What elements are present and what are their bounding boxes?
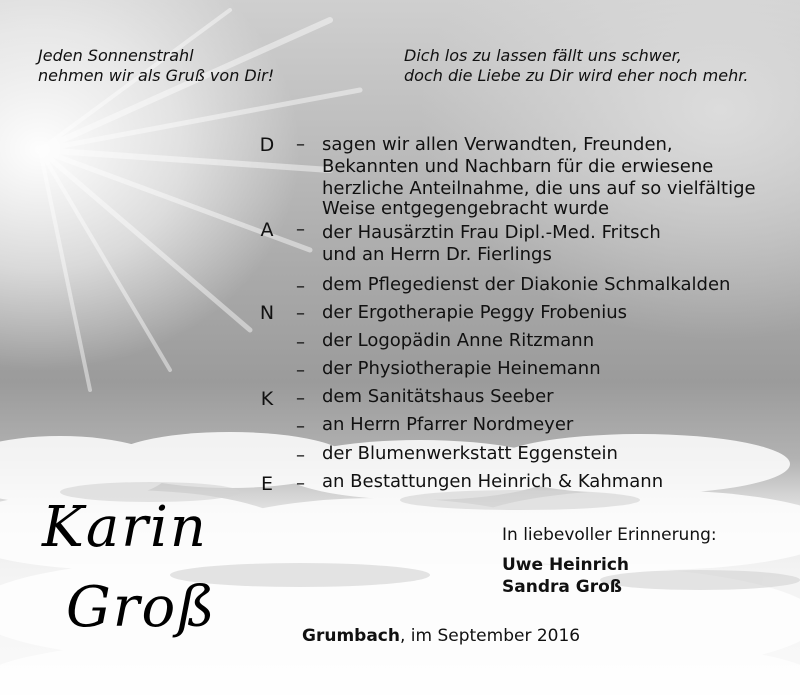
thanks-line: herzliche Anteilnahme, die uns auf so vielfältige: [322, 178, 756, 199]
thanks-line: dem Pflegedienst der Diakonie Schmalkalden: [322, 274, 731, 295]
quote-left-line: Jeden Sonnenstrahl: [38, 46, 194, 65]
acrostic-letter-d: D: [259, 134, 275, 156]
signature-intro: In liebevoller Erinnerung:: [502, 525, 717, 545]
thanks-line: sagen wir allen Verwandten, Freunden,: [322, 134, 673, 155]
quote-right: [404, 46, 748, 86]
thanks-line: an Bestattungen Heinrich & Kahmann: [322, 471, 664, 492]
thanks-line: und an Herrn Dr. Fierlings: [322, 244, 552, 265]
list-dash: –: [296, 388, 305, 409]
cloud-layer: [0, 430, 800, 695]
thanks-line: der Blumenwerkstatt Eggenstein: [322, 443, 618, 464]
thanks-line: Bekannten und Nachbarn für die erwiesene: [322, 156, 714, 177]
thanks-line: an Herrn Pfarrer Nordmeyer: [322, 414, 574, 435]
thanks-line: der Logopädin Anne Ritzmann: [322, 330, 595, 351]
quote-left-line: nehmen wir als Gruß von Dir!: [38, 66, 275, 85]
signature-name: Sandra Groß: [502, 577, 623, 597]
place-date-text: , im September 2016: [399, 626, 581, 646]
list-dash: –: [296, 276, 305, 297]
thanks-line: der Ergotherapie Peggy Frobenius: [322, 302, 627, 323]
list-dash: –: [296, 219, 305, 240]
thanks-line: der Hausärztin Frau Dipl.-Med. Fritsch: [322, 222, 661, 243]
list-dash: –: [296, 332, 305, 353]
thanks-line: Weise entgegengebracht wurde: [322, 198, 610, 219]
thanks-line: der Physiotherapie Heinemann: [322, 358, 601, 379]
acrostic-letter-e: E: [260, 473, 273, 495]
list-dash: –: [296, 134, 305, 155]
place-date: [302, 626, 580, 646]
deceased-first-name: Karin: [42, 495, 208, 560]
list-dash: –: [296, 473, 305, 494]
quote-right-line: Dich los zu lassen fällt uns schwer,: [404, 46, 682, 65]
quote-left: [38, 46, 274, 86]
list-dash: –: [296, 416, 305, 437]
list-dash: –: [296, 303, 305, 324]
acrostic-letter-n: N: [259, 302, 275, 324]
quote-right-line: doch die Liebe zu Dir wird eher noch mehr.: [404, 66, 749, 85]
list-dash: –: [296, 445, 305, 466]
thanks-line: dem Sanitätshaus Seeber: [322, 386, 554, 407]
deceased-last-name: Groß: [66, 575, 217, 640]
place-town: Grumbach: [302, 626, 400, 646]
acrostic-letter-a: A: [260, 219, 274, 241]
signature-name: Uwe Heinrich: [502, 555, 630, 575]
acrostic-letter-k: K: [260, 388, 274, 410]
list-dash: –: [296, 360, 305, 381]
